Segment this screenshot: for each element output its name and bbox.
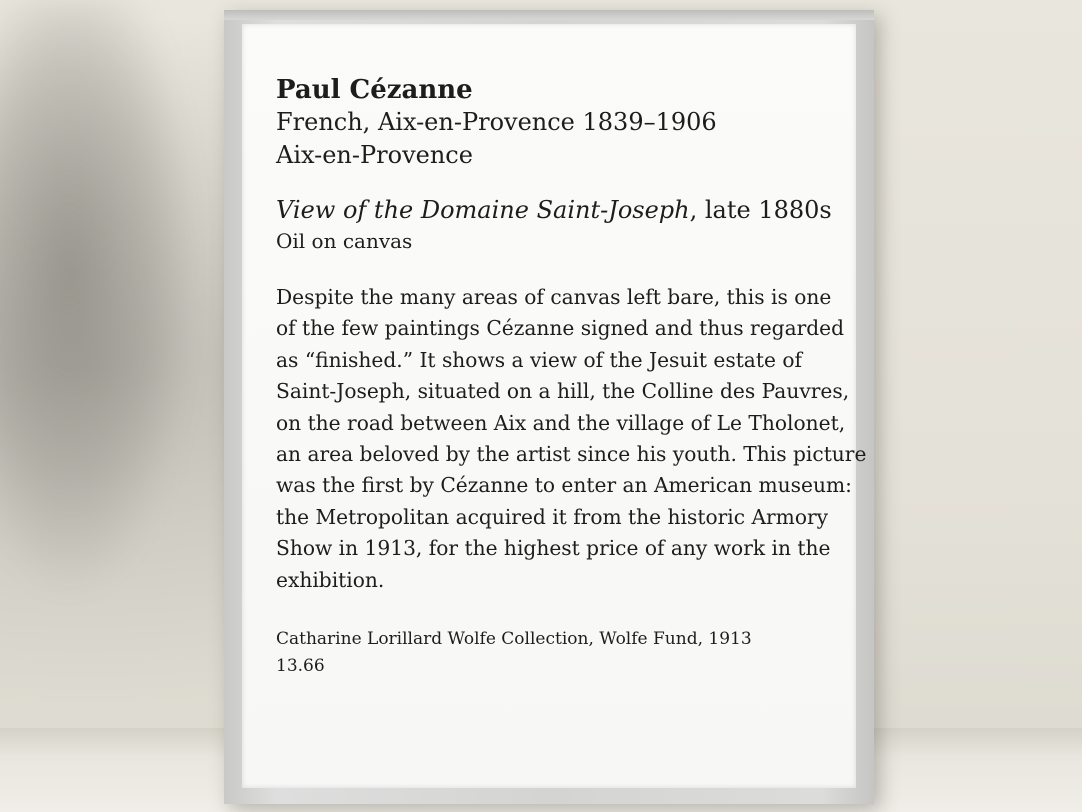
credit-line: Catharine Lorillard Wolfe Collection, Wolfe Fund, 1913 xyxy=(276,629,752,650)
wall-shadow xyxy=(0,0,200,600)
frame-top-edge xyxy=(224,10,874,20)
description-line: an area beloved by the artist since his youth. This picture xyxy=(276,442,867,467)
artist-name: Paul Cézanne xyxy=(276,75,473,105)
description-line: on the road between Aix and the village of Le Tholonet, xyxy=(276,410,846,435)
description-line: exhibition. xyxy=(276,567,385,592)
artist-location: Aix-en-Provence xyxy=(276,141,473,169)
description-line: of the few paintings Cézanne signed and thus regarded xyxy=(276,316,845,341)
artwork-medium: Oil on canvas xyxy=(276,229,413,253)
description-line: as “finished.” It shows a view of the Jesuit estate of xyxy=(276,347,802,372)
artist-nationality: French, Aix-en-Provence 1839–1906 xyxy=(276,108,717,136)
artwork-date: , late 1880s xyxy=(689,196,832,224)
label-frame xyxy=(224,10,874,804)
artwork-title-line xyxy=(276,194,846,226)
label-text-block xyxy=(276,74,867,680)
museum-label-card xyxy=(242,24,867,788)
artwork-title: View of the Domaine Saint-Joseph xyxy=(276,196,690,224)
artwork-description xyxy=(276,282,867,596)
accession-number: 13.66 xyxy=(276,656,325,677)
description-line: the Metropolitan acquired it from the historic Armory xyxy=(276,504,829,529)
description-line: was the first by Cézanne to enter an American museum: xyxy=(276,473,852,498)
description-line: Show in 1913, for the highest price of any work in the xyxy=(276,536,831,561)
description-line: Saint-Joseph, situated on a hill, the Colline des Pauvres, xyxy=(276,379,850,404)
description-line: Despite the many areas of canvas left bare, this is one xyxy=(276,285,832,309)
